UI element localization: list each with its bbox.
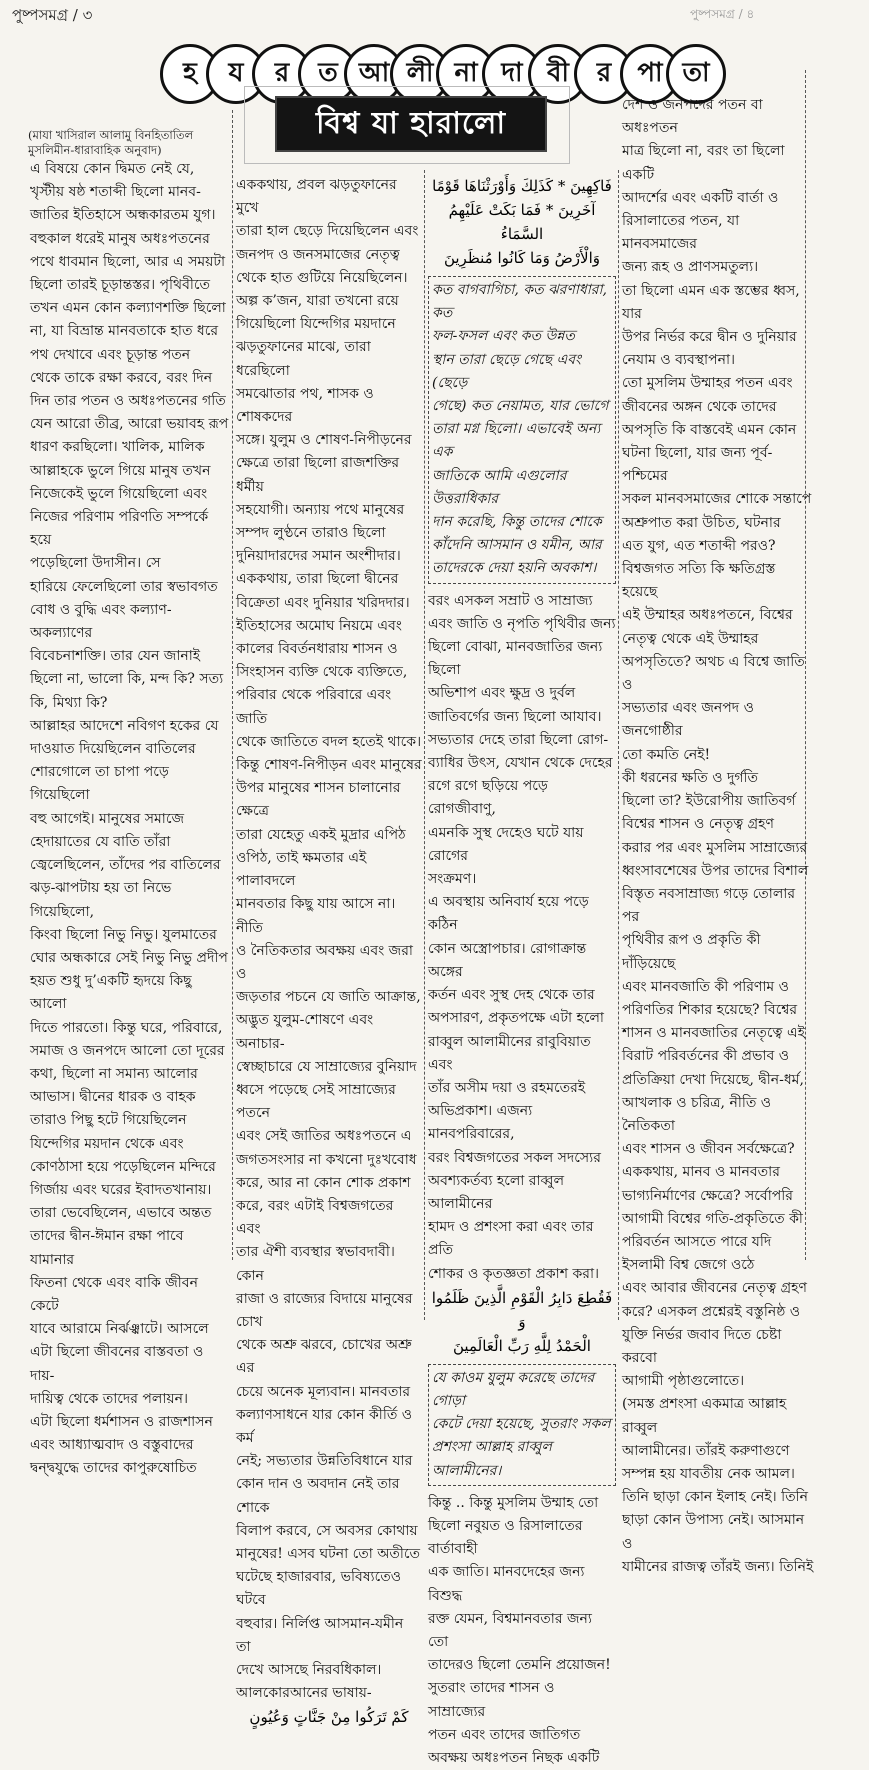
title-letter-ring: তা [666,44,726,104]
title-letter-ring: বী [528,44,588,104]
column-4-text: দেশ ও জনপদের পতন বা অধঃপতন মাত্র ছিলো না, বরং তা ছিলো একটি আদর্শের এবং একটি বার্তা ও রিসালাতের পতন, যা মানবসমাজের জন্য রূহ ও প্রাণসমতুল্য। তা ছিলো এমন এক স্তম্ভের ধ্বস, যার উপর নির্ভর করে দ্বীন ও দুনিয়ার নেযাম ও ব্যবস্থাপনা। তো মুসলিম উম্মাহর পতন এবং জীবনের অঙ্গন থেকে তাদের অপসৃতি কি বাস্তবেই এমন কোন ঘটনা ছিলো, যার জন্য পূর্ব-পশ্চিমের সকল মানবসমাজের শোকে সন্তাপে অশ্রুপাত করা উচিত, ঘটনার এত যুগ, এত শতাব্দী পরও? বিশ্বজগত সত্যি কি ক্ষতিগ্রস্ত হয়েছে এই উম্মাহর অধঃপতনে, বিশ্বের নেতৃত্ব থেকে এই উম্মাহর অপসৃতিতে? অথচ এ বিশ্বে জাতি ও সভ্যতার এবং জনপদ ও জনগোষ্ঠীর তো কমতি নেই! কী ধরনের ক্ষতি ও দুর্গতি ছিলো তা? ইউরোপীয় জাতিবর্গ বিশ্বের শাসন ও নেতৃত্ব গ্রহণ করার পর এবং মুসলিম সাম্রাজ্যের ধ্বংসাবশেষের উপর তাদের বিশাল বিস্তৃত নবসাম্রাজ্য গড়ে তোলার পর পৃথিবীর রূপ ও প্রকৃতি কী দাঁড়িয়েছে এবং মানবজাতি কী পরিণাম ও পরিণতির শিকার হয়েছে? বিশ্বের শাসন ও মানবজাতির নেতৃত্বে এই বিরাট পরিবর্তনের কী প্রভাব ও প্রতিক্রিয়া দেখা দিয়েছে, দ্বীন-ধর্ম, আখলাক ও চরিত্র, নীতি ও নৈতিকতা এবং শাসন ও জীবন সর্বক্ষেত্রে? এককথায়, মানব ও মানবতার ভাগ্যনির্মাণের ক্ষেত্রে? সর্বোপরি আগামী বিশ্বের গতি-প্রকৃতিতে কী পরিবর্তন আসতে পারে যদি ইসলামী বিশ্ব জেগে ওঠে এবং আবার জীবনের নেতৃত্ব গ্রহণ করে? এসকল প্রশ্নেরই বস্তুনিষ্ঠ ও যুক্তি নির্ভর জবাব দিতে চেষ্টা করবো আগামী পৃষ্ঠাগুলোতে। (সমস্ত প্রশংসা একমাত্র আল্লাহ রাব্বুল আলামীনের। তাঁরই করুণাগুণে সম্পন্ন হয় যাবতীয় নেক আমল। তিনি ছাড়া কোন ইলাহ নেই। তিনি ছাড়া কোন উপাস্য নেই। আসমান ও যামীনের রাজত্ব তাঁরই জন্য। তিনিই [622,97,814,1575]
title-letter-ring: হ [160,44,220,104]
column-2 [236,174,422,1727]
column-2-arabic: كَمْ تَرَكُوا مِنْ جَنَّاتٍ وَعُيُونٍ [249,1708,409,1727]
subhead: (মাযা খাসিরাল আলামু বিনহিতাতিল মুসলিমীন-ধারাবাহিক অনুবাদ) [28,128,194,157]
banner-title: বিশ্ব যা হারালো [275,96,547,152]
title-letter-ring: পা [620,44,680,104]
column-divider [424,170,425,1320]
title-letter-ring: র [574,44,634,104]
column-3-italic-2: যে কাওম যুলুম করেছে তাদের গোড়া কেটে দেয়া হয়েছে, সুতরাং সকল প্রশংসা আল্লাহ রাব্বুল আলামীনের। [432,1369,611,1479]
column-3-arabic-mid: فَقُطِعَ دَابِرُ الْقَوْمِ الَّذِينَ ظَلَمُوا وَ الْحَمْدُ لِلَّهِ رَبِّ الْعَالَمِينَ [431,1288,613,1355]
page-header: পুষ্পসমগ্র / ৩ [12,6,93,24]
title-letter-ring: লী [390,44,450,104]
column-3-translation-box [428,276,616,584]
title-letter-ring: না [436,44,496,104]
column-2-text: এককথায়, প্রবল ঝড়তুফানের মুখে তারা হাল ছেড়ে দিয়েছিলেন এবং জনপদ ও জনসমাজের নেতৃত্ব থেকে হাত গুটিয়ে নিয়েছিলেন। অল্প ক’জন, যারা তখনো রয়ে গিয়েছিলো যিন্দেগির ময়দানে ঝড়তুফানের মাঝে, তারা ধরেছিলো সমঝোতার পথ, শাসক ও শোষকদের সঙ্গে। যুলুম ও শোষণ-নিপীড়নের ক্ষেত্রে তারা ছিলো রাজশক্তির ধর্মীয় সহযোগী। অন্যায় পথে মানুষের সম্পদ লুণ্ঠনে তারাও ছিলো দুনিয়াদারদের সমান অংশীদার। এককথায়, তারা ছিলো দ্বীনের বিক্রেতা এবং দুনিয়ার খরিদদার। ইতিহাসের অমোঘ নিয়মে এবং কালের বিবর্তনধারায় শাসন ও সিংহাসন ব্যক্তি থেকে ব্যক্তিতে, পরিবার থেকে পরিবারে এবং জাতি থেকে জাতিতে বদল হতেই থাকে। কিন্তু শোষণ-নিপীড়ন এবং মানুষের উপর মানুষের শাসন চালানোর ক্ষেত্রে তারা যেহেতু একই মুদ্রার এপিঠ ওপিঠ, তাই ক্ষমতার এই পালাবদলে মানবতার কিছু যায় আসে না। নীতি ও নৈতিকতার অবক্ষয় এবং জরা ও জড়তার পচনে যে জাতি আক্রান্ত, অদ্ভুত যুলুম-শোষণে এবং অনাচার- স্বেচ্ছাচারে যে সাম্রাজ্যের বুনিয়াদ ধ্বসে পড়েছে সেই সাম্রাজ্যের পতনে এবং সেই জাতির অধঃপতনে এ জগতসংসার না কখনো দুঃখবোধ করে, আর না কোন শোক প্রকাশ করে, বরং এটাই বিশ্বজগতের এবং তার ঐশী ব্যবস্থার স্বভাবদাবী। কোন রাজা ও রাজ্যের বিদায়ে মানুষের চোখ থেকে অশ্রু ঝরবে, চোখের অশ্রু এর চেয়ে অনেক মূল্যবান। মানবতার কল্যাণসাধনে যার কোন কীর্তি ও কর্ম নেই; সভ্যতার উন্নতিবিধানে যার কোন দান ও অবদান নেই তার শোকে বিলাপ করবে, সে অবসর কোথায় মানুষের! এসব ঘটনা তো অতীতে ঘটেছে হাজারবার, ভবিষ্যতেও ঘটবে বহুবার। নির্লিপ্ত আসমান-যমীন তা দেখে আসছে নিরবধিকাল। আলকোরআনের ভাষায়- [236,177,422,1702]
column-3-translation-box-2 [428,1364,616,1486]
column-3-italic: কত বাগবাগিচা, কত ঝরণাধারা, কত ফল-ফসল এবং কত উন্নত স্থান তারা ছেড়ে গেছে এবং (ছেড়ে গেছে) কত নেয়ামত, যার ভোগে তারা মগ্ন ছিলো। এভাবেই অন্য এক জাতিকে আমি এগুলোর উত্তরাধিকার দান করেছি, কিন্তু তাদের শোকে কাঁদেনি আসমান ও যমীন, আর তাদেরকে দেয়া হয়নি অবকাশ। [432,282,609,577]
title-letter-ring: দা [482,44,542,104]
column-1 [30,158,230,1477]
column-1-text: এ বিষয়ে কোন দ্বিমত নেই যে, খৃস্টীয় ষষ্ঠ শতাব্দী ছিলো মানব- জাতির ইতিহাসে অন্ধকারতম যুগ। বহুকাল ধরেই মানুষ অধঃপতনের পথে ধাবমান ছিলো, আর এ সময়টা ছিলো তারই চূড়ান্তস্তর। পৃথিবীতে তখন এমন কোন কল্যাণশক্তি ছিলো না, যা বিভ্রান্ত মানবতাকে হাত ধরে পথ দেখাবে এবং চূড়ান্ত পতন থেকে তাকে রক্ষা করবে, বরং দিন দিন তার পতন ও অধঃপতনের গতি যেন আরো তীব্র, আরো ভয়াবহ রূপ ধারণ করছিলো। খালিক, মালিক আল্লাহকে ভুলে গিয়ে মানুষ তখন নিজেকেই ভুলে গিয়েছিলো এবং নিজের পরিণাম পরিণতি সম্পর্কে হয়ে পড়েছিলো উদাসীন। সে হারিয়ে ফেলেছিলো তার স্বভাবগত বোধ ও বুদ্ধি এবং কল্যাণ-অকল্যাণের বিবেচনাশক্তি। তার যেন জানাই ছিলো না, ভালো কি, মন্দ কি? সত্য কি, মিথ্যা কি? আল্লাহর আদেশে নবিগণ হকের যে দাওয়াত দিয়েছিলেন বাতিলের শোরগোলে তা চাপা পড়ে গিয়েছিলো বহু আগেই। মানুষের সমাজে হেদায়াতের যে বাতি তাঁরা জ্বেলেছিলেন, তাঁদের পর বাতিলের ঝড়-ঝাপটায় হয় তা নিভে গিয়েছিলো, কিংবা ছিলো নিভু নিভু। যুলমাতের ঘোর অন্ধকারে সেই নিভু নিভু প্রদীপ হয়ত শুধু দু’একটি হৃদয়ে কিছু আলো দিতে পারতো। কিন্তু ঘরে, পরিবারে, সমাজ ও জনপদে আলো তো দূরের কথা, ছিলো না সমান্য আলোর আভাস। দ্বীনের ধারক ও বাহক তারাও পিছু হটে গিয়েছিলেন যিন্দেগির ময়দান থেকে এবং কোণঠাসা হয়ে পড়েছিলেন মন্দিরে গির্জায় এবং ঘরের ইবাদতখানায়। তারা ভেবেছিলেন, এভাবে অন্তত তাদের দ্বীন-ঈমান রক্ষা পাবে যামানার ফিতনা থেকে এবং বাকি জীবন কেটে যাবে আরামে নির্ঝঞ্ঝাটে। আসলে এটা ছিলো জীবনের বাস্তবতা ও দায়- দায়িত্ব থেকে তাদের পলায়ন। এটা ছিলো ধর্মশাসন ও রাজশাসন এবং আধ্যাত্মবাদ ও বস্তুবাদের দ্বন্দ্বযুদ্ধে তাদের কাপুরুষোচিত [30,161,229,1477]
title-letter-ring: য [206,44,266,104]
column-3-arabic-top: فَاكِهِينَ * كَذَلِكَ وَأَوْرَثْنَاهَا قَوْمًا آخَرِينَ * فَمَا بَكَتْ عَلَيْهِمُ السَّمَاءُ وَالْأَرْضُ وَمَا كَانُوا مُنظَرِينَ [432,177,612,267]
column-4 [622,94,814,1575]
column-3 [428,174,616,1766]
column-3-tail: কিন্তু .. কিন্তু মুসলিম উম্মাহ তো ছিলো নবুয়ত ও রিসালাতের বার্তাবাহী এক জাতি। মানবদেহের জন্য বিশুদ্ধ রক্ত যেমন, বিশ্বমানবতার জন্য তো তাদেরও ছিলো তেমনি প্রয়োজন! সুতরাং তাদের শাসন ও সাম্রাজ্যের পতন এবং তাদের জাতিগত অবক্ষয় অধঃপতন নিছক একটি [428,1494,611,1766]
title-letter-ring: আ [344,44,404,104]
page-header-faint: পুষ্পসমগ্র / ৪ [690,7,755,21]
title-letter-ring: র [252,44,312,104]
column-3-body: বরং এসকল সম্রাট ও সাম্রাজ্য এবং জাতি ও নৃপতি পৃথিবীর জন্য ছিলো বোঝা, মানবজাতির জন্য ছিলো অভিশাপ এবং ক্ষুদ্র ও দুর্বল জাতিবর্গের জন্য ছিলো আযাব। সভ্যতার দেহে তারা ছিলো রোগ- ব্যাধির উৎস, যেখান থেকে দেহের রগে রগে ছড়িয়ে পড়ে রোগজীবাণু, এমনকি সুস্থ দেহেও ঘটে যায় রোগের সংক্রমণ। এ অবস্থায় অনিবার্য হয়ে পড়ে কঠিন কোন অস্ত্রোপচার। রোগাক্রান্ত অঙ্গের কর্তন এবং সুস্থ দেহ থেকে তার অপসারণ, প্রকৃতপক্ষে এটা হলো রাব্বুল আলামীনের রাবুবিয়াত এবং তাঁর অসীম দয়া ও রহমতেরই অভিপ্রকাশ। এজন্য মানবপরিবারের, বরং বিশ্বজগতের সকল সদস্যের অবশ্যকর্তব্য হলো রাব্বুল আলামীনের হামদ ও প্রশংসা করা এবং তার প্রতি শোকর ও কৃতজ্ঞতা প্রকাশ করা। [428,592,616,1282]
title-letter-ring: ত [298,44,358,104]
column-divider [232,110,233,1260]
column-divider [618,170,619,1320]
